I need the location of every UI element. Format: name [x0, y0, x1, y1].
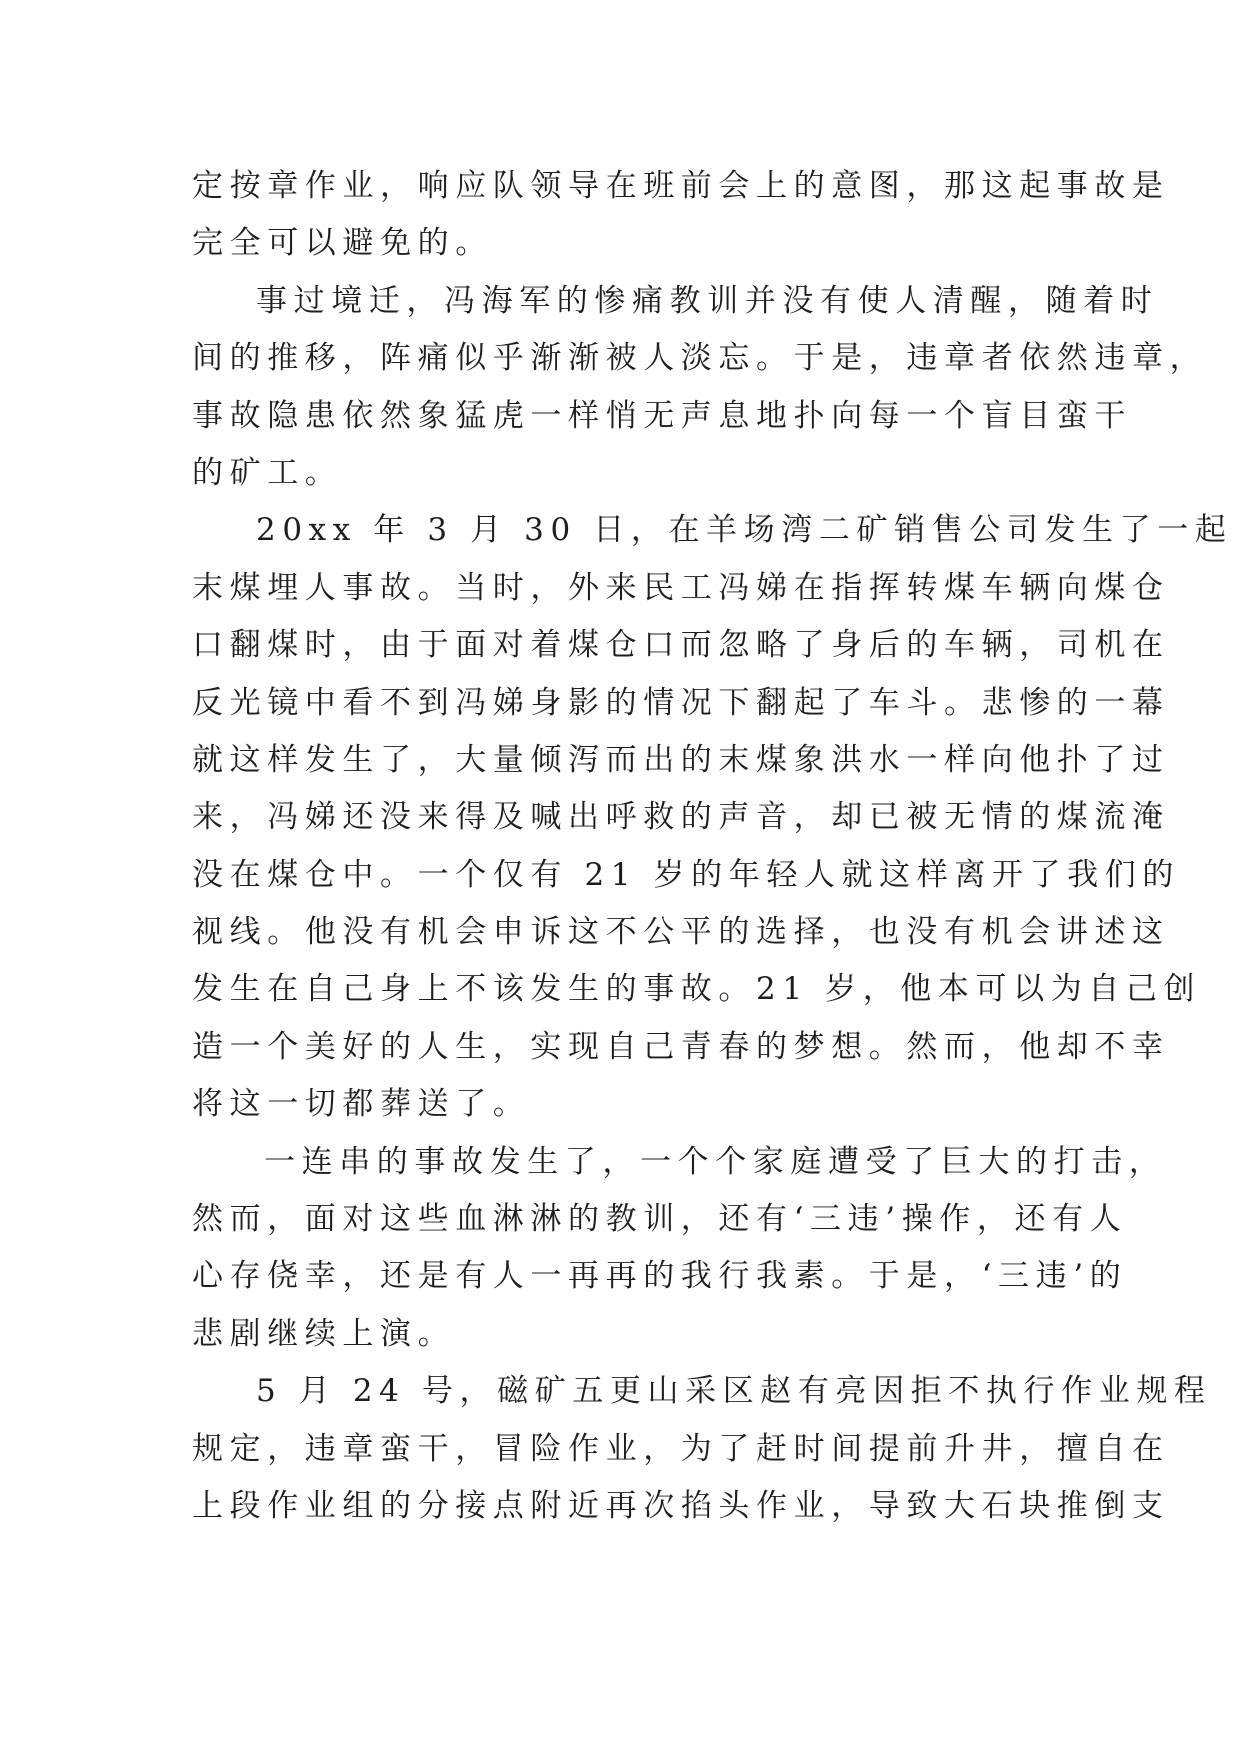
paragraph-5 [192, 1363, 1212, 1535]
text-line: 悲剧继续上演。 [192, 1315, 456, 1352]
text-line: 5 月 24 号，磁矿五更山采区赵有亮因拒不执行作业规程 [256, 1373, 1212, 1410]
paragraph-3 [192, 502, 1233, 1133]
text-line: 反光镜中看不到冯娣身影的情况下翻起了车斗。悲惨的一幕 [192, 684, 1170, 721]
text-line: 将这一切都葬送了。 [192, 1086, 531, 1123]
text-line: 发生在自己身上不该发生的事故。21 岁，他本可以为自己创 [192, 971, 1202, 1008]
text-line: 就这样发生了，大量倾泻而出的末煤象洪水一样向他扑了过 [192, 741, 1170, 778]
text-line: 规定，违章蛮干，冒险作业，为了赶时间提前升井，擅自在 [192, 1430, 1170, 1467]
paragraph-4 [192, 1134, 1167, 1364]
text-line: 上段作业组的分接点附近再次掐头作业，导致大石块推倒支 [192, 1487, 1170, 1524]
text-line: 然而，面对这些血淋淋的教训，还有‘三违’操作，还有人 [192, 1201, 1128, 1238]
text-line: 来，冯娣还没来得及喊出呼救的声音，却已被无情的煤流淹 [192, 799, 1170, 836]
text-line: 20xx 年 3 月 30 日，在羊场湾二矿销售公司发生了一起 [256, 512, 1233, 549]
text-line: 事故隐患依然象猛虎一样悄无声息地扑向每一个盲目蛮干 [192, 397, 1132, 434]
text-line: 间的推移，阵痛似乎渐渐被人淡忘。于是，违章者依然违章， [192, 340, 1208, 377]
text-line: 末煤埋人事故。当时，外来民工冯娣在指挥转煤车辆向煤仓 [192, 569, 1170, 606]
text-line: 完全可以避免的。 [192, 225, 493, 262]
text-line: 心存侥幸，还是有人一再再的我行我素。于是，‘三违’的 [192, 1258, 1128, 1295]
text-line: 视线。他没有机会申诉这不公平的选择，也没有机会讲述这 [192, 914, 1170, 951]
text-line: 口翻煤时，由于面对着煤仓口而忽略了身后的车辆，司机在 [192, 627, 1170, 664]
document-body [192, 158, 1233, 1535]
text-line: 一连串的事故发生了，一个个家庭遭受了巨大的打击， [264, 1143, 1167, 1180]
text-line: 没在煤仓中。一个仅有 21 岁的年轻人就这样离开了我们的 [192, 856, 1180, 893]
text-line: 定按章作业，响应队领导在班前会上的意图，那这起事故是 [192, 168, 1170, 204]
text-line: 的矿工。 [192, 454, 343, 491]
text-line: 事过境迁，冯海军的惨痛教训并没有使人清醒，随着时 [256, 282, 1159, 319]
paragraph-2 [192, 273, 1208, 503]
text-line: 造一个美好的人生，实现自己青春的梦想。然而，他却不幸 [192, 1028, 1170, 1065]
paragraph-1 [192, 158, 1170, 273]
